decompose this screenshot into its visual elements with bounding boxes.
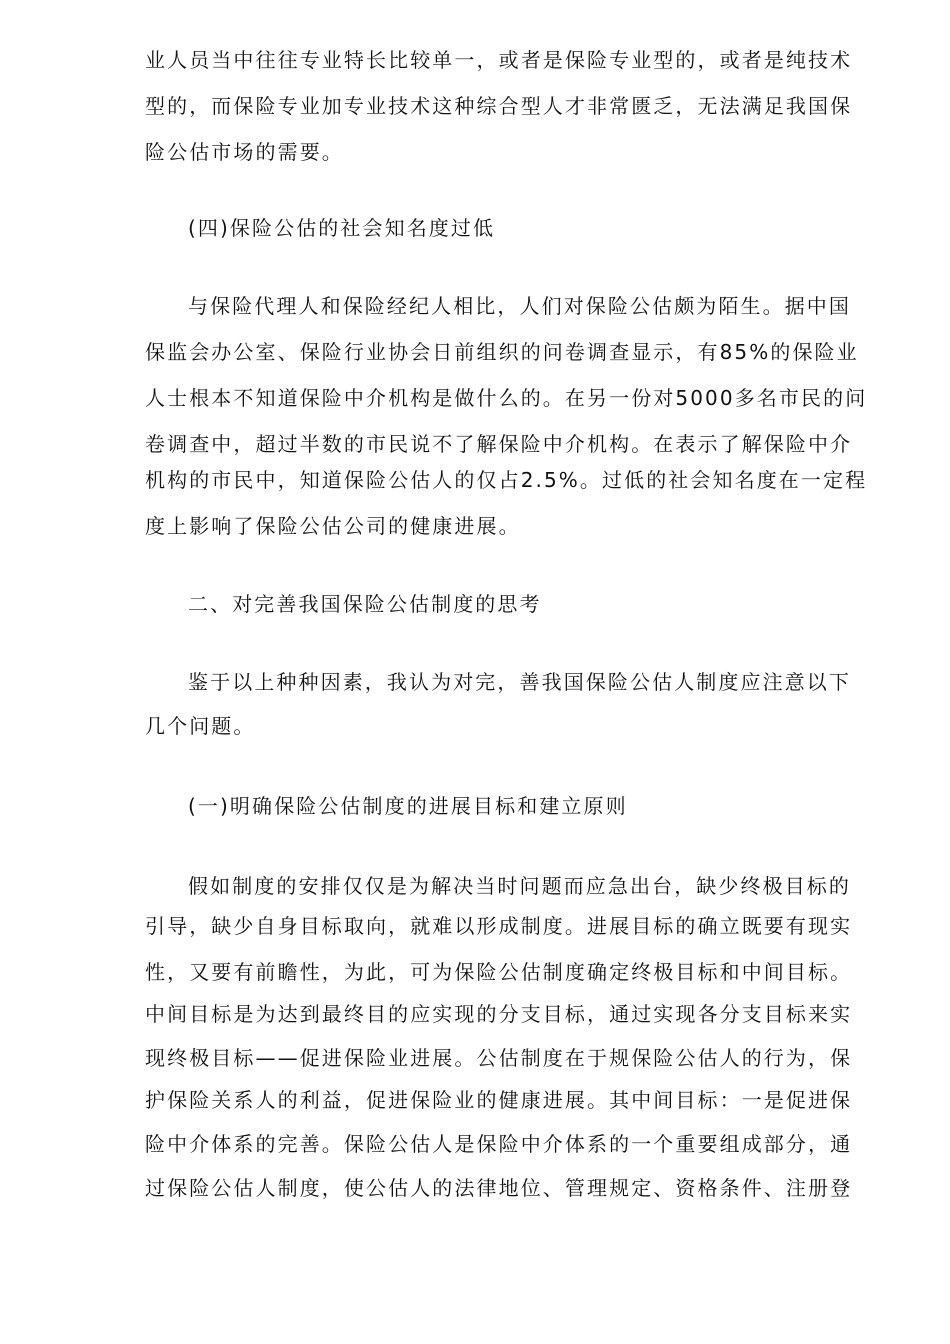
text-line: 业人员当中往往专业特长比较单一，或者是保险专业型的，或者是纯技术 <box>145 48 853 72</box>
text-line: 险中介体系的完善。保险公估人是保险中介体系的一个重要组成部分，通 <box>145 1132 853 1156</box>
text-line: 型的，而保险专业加专业技术这种综合型人才非常匮乏，无法满足我国保 <box>145 94 853 118</box>
section-heading: (一)明确保险公估制度的进展目标和建立原则 <box>188 794 628 818</box>
text-line: 险公估市场的需要。 <box>145 140 344 164</box>
text-line: 度上影响了保险公估公司的健康进展。 <box>145 514 521 538</box>
text-line: 过保险公估人制度，使公估人的法律地位、管理规定、资格条件、注册登 <box>145 1176 853 1200</box>
section-heading: 二、对完善我国保险公估制度的思考 <box>188 592 542 616</box>
text-line: 现终极目标——促进保险业进展。公估制度在于规保险公估人的行为，保 <box>145 1046 853 1070</box>
section-heading: (四)保险公估的社会知名度过低 <box>188 216 496 240</box>
text-line: 性，又要有前瞻性，为此，可为保险公估制度确定终极目标和中间目标。 <box>145 960 853 984</box>
text-line: 几个问题。 <box>145 714 256 738</box>
text-line: 假如制度的安排仅仅是为解决当时问题而应急出台，缺少终极目标的 <box>188 874 851 898</box>
text-line: 与保险代理人和保险经纪人相比，人们对保险公估颇为陌生。据中国 <box>188 294 851 318</box>
text-line: 中间目标是为达到最终目的应实现的分支目标，通过实现各分支目标来实 <box>145 1002 853 1026</box>
text-line: 引导，缺少自身目标取向，就难以形成制度。进展目标的确立既要有现实 <box>145 914 853 938</box>
text-line: 卷调查中，超过半数的市民说不了解保险中介机构。在表示了解保险中介 <box>145 432 853 456</box>
text-line: 机构的市民中，知道保险公估人的仅占2.5%。过低的社会知名度在一定程 <box>145 468 868 492</box>
text-line: 鉴于以上种种因素，我认为对完，善我国保险公估人制度应注意以下 <box>188 670 851 694</box>
text-line: 人士根本不知道保险中介机构是做什么的。在另一份对5000多名市民的问 <box>145 386 868 410</box>
text-line: 护保险关系人的利益，促进保险业的健康进展。其中间目标：一是促进保 <box>145 1088 853 1112</box>
text-line: 保监会办公室、保险行业协会日前组织的问卷调查显示，有85%的保险业 <box>145 340 859 364</box>
